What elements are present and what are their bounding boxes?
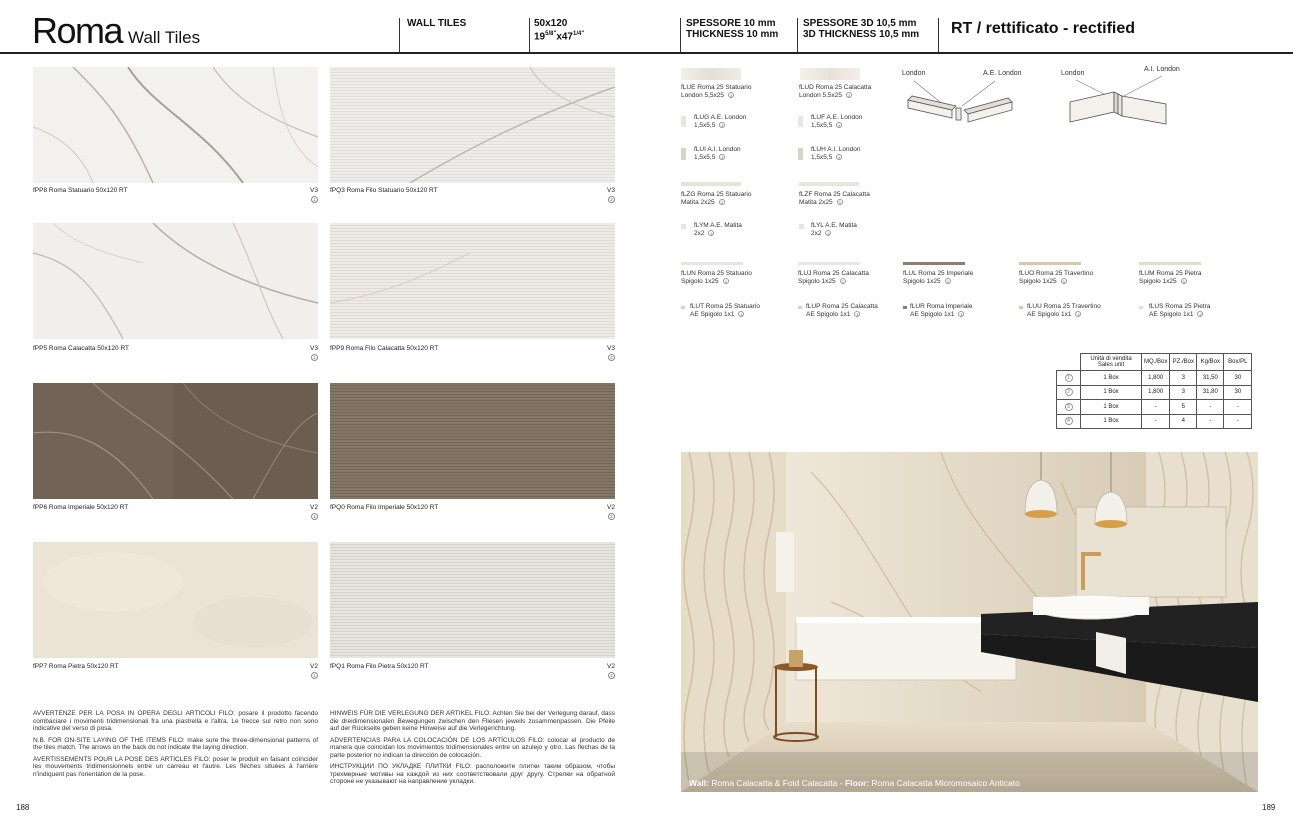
packing-table <box>1056 353 1252 429</box>
table-header: MQ./Box <box>1142 354 1170 371</box>
diagram-label: A.E. London <box>983 70 1022 77</box>
trim-thumb-matita <box>681 182 741 186</box>
table-row <box>1057 414 1252 429</box>
table-cell: 3 <box>1170 385 1197 400</box>
photo-caption: Wall: Roma Calacatta & Fold Calacatta - Floor: Roma Calacatta Micromosaico Anticato <box>689 778 1020 788</box>
table-cell-index: 1 <box>1057 371 1081 386</box>
thickness-en: THICKNESS 10 mm <box>686 29 779 40</box>
trim-london-statuario: fLUE Roma 25 Statuario London 5,5x25 3 <box>681 84 752 99</box>
table-header: Unità di vendita Sales unit <box>1081 354 1142 371</box>
tile-image-filo-statuario[interactable] <box>330 67 615 183</box>
trim-thumb-spigolo <box>903 262 965 265</box>
table-header: PZ./Box <box>1170 354 1197 371</box>
table-row <box>1057 371 1252 386</box>
piece-thumb-ae-spigolo <box>681 306 685 309</box>
note-ru: ИНСТРУКЦИИ ПО УКЛАДКЕ ПЛИТКИ FILO: расположите плитки таким образом, чтобы трехмерные мотивы на каждой из них соответствовали друг другу. Стрелки на обратной стороне не указывают на направление укладки. <box>330 763 615 785</box>
box-ref-badge: 2 <box>608 196 615 203</box>
diagram-label: London <box>1061 70 1085 77</box>
tile-image-pietra[interactable] <box>33 542 318 658</box>
table-row <box>1057 400 1252 415</box>
note-it: AVVERTENZE PER LA POSA IN OPERA DEGLI ARTICOLI FILO: posare il prodotto facendo combaciare i movimenti tridimensionali fra una piastrella e l'altra. Le frecce sul retro non sono indicative del verso di posa. <box>33 710 318 732</box>
piece-thumb-ae-matita <box>799 224 804 229</box>
header-divider <box>797 18 798 52</box>
tile-image-filo-imperiale[interactable] <box>330 383 615 499</box>
trim-ai-london-1: fLUI A.I. London 1,5x5,5 4 <box>694 146 741 161</box>
box-ref-badge: 2 <box>608 354 615 361</box>
thickness3d-it: SPESSORE 3D 10,5 mm <box>803 18 917 29</box>
trim-thumb-spigolo <box>1139 262 1201 265</box>
trim-matita-statuario: fLZG Roma 25 Statuario Matita 2x25 3 <box>681 191 752 206</box>
tile-image-calacatta[interactable] <box>33 223 318 339</box>
thickness-spec <box>686 18 778 40</box>
table-cell: 30 <box>1224 385 1252 400</box>
diagram-label: London <box>902 70 926 77</box>
trim-spigolo-calacatta: fLUJ Roma 25 Calacatta Spigolo 1x25 3 <box>798 270 869 285</box>
tile-label: fPP9 Roma Filo Calacatta 50x120 RT <box>330 345 439 352</box>
tile-variation-code: V3 <box>310 345 318 352</box>
tile-variation-code: V3 <box>310 187 318 194</box>
trim-spigolo-imperiale: fLUL Roma 25 Imperiale Spigolo 1x25 3 <box>903 270 974 285</box>
header-divider <box>680 18 681 52</box>
trim-ae-spigolo-imperiale: fLUR Roma Imperiale AE Spigolo 1x1 4 <box>910 303 973 318</box>
trim-london-calacatta: fLUD Roma 25 Calacatta London 5,5x25 3 <box>799 84 872 99</box>
tile-label: fPQ1 Roma Filo Pietra 50x120 RT <box>330 663 429 670</box>
ai-corner-diagram <box>1062 76 1177 131</box>
piece-thumb-ae-spigolo <box>1139 306 1143 309</box>
box-ref-badge: 2 <box>608 513 615 520</box>
note-de: HINWEIS FÜR DIE VERLEGUNG DER ARTIKEL FILO: Achten Sie bei der Verlegung darauf, dass die dreidimensionalen Bewegungen zwischen den Fliesen jeweils zusammenpassen. Die Pfeile auf der Rückseite geben keine Hinweise auf die Verlegerichtung. <box>330 710 615 732</box>
header-divider <box>399 18 400 52</box>
table-cell: - <box>1197 400 1224 415</box>
category-label: WALL TILES <box>407 18 467 29</box>
trim-thumb-matita <box>799 182 859 186</box>
table-header-row <box>1057 354 1252 371</box>
ae-corner-diagram <box>900 78 1025 133</box>
trim-ae-london-2: fLUF A.E. London 1,5x5,5 4 <box>811 114 863 129</box>
brand-subtitle: Wall Tiles <box>128 28 201 47</box>
box-ref-badge: 1 <box>311 196 318 203</box>
tile-image-imperiale[interactable] <box>33 383 318 499</box>
note-en: N.B. FOR ON-SITE LAYING OF THE ITEMS FILO: make sure the three-dimensional patterns of the tiles match. The arrows on the back do not indicate the laying direction. <box>33 736 318 751</box>
table-cell: - <box>1142 414 1170 429</box>
table-cell: 1 Box <box>1081 400 1142 415</box>
piece-thumb-ae-spigolo <box>903 306 907 309</box>
trim-ae-spigolo-calacatta: fLUP Roma 25 Calacatta AE Spigolo 1x1 4 <box>806 303 878 318</box>
table-header: Box/PL <box>1224 354 1252 371</box>
table-cell: 30 <box>1224 371 1252 386</box>
tile-image-filo-pietra[interactable] <box>330 542 615 658</box>
laying-notes-left <box>33 710 318 782</box>
tile-image-filo-calacatta[interactable] <box>330 223 615 339</box>
bathroom-ambience-photo[interactable] <box>681 452 1258 792</box>
thickness-it: SPESSORE 10 mm <box>686 18 776 29</box>
tile-label: fPP5 Roma Calacatta 50x120 RT <box>33 345 129 352</box>
tile-label: fPP8 Roma Statuario 50x120 RT <box>33 187 128 194</box>
table-cell: 31,50 <box>1197 371 1224 386</box>
tile-label: fPQ3 Roma Filo Statuario 50x120 RT <box>330 187 438 194</box>
trim-spigolo-statuario: fLUN Roma 25 Statuario Spigolo 1x25 3 <box>681 270 752 285</box>
thickness3d-en: 3D THICKNESS 10,5 mm <box>803 29 920 40</box>
table-cell: 4 <box>1170 414 1197 429</box>
table-cell-index: 3 <box>1057 400 1081 415</box>
trim-thumb-london-statuario <box>681 68 741 80</box>
box-ref-badge: 2 <box>608 672 615 679</box>
table-cell: 31,80 <box>1197 385 1224 400</box>
box-ref-badge: 1 <box>311 354 318 361</box>
trim-ae-spigolo-statuario: fLUT Roma 25 Statuario AE Spigolo 1x1 4 <box>690 303 760 318</box>
trim-thumb-spigolo <box>1019 262 1081 265</box>
trim-spigolo-travertino: fLUO Roma 25 Travertino Spigolo 1x25 3 <box>1019 270 1094 285</box>
table-cell-index: 4 <box>1057 414 1081 429</box>
tile-variation-code: V2 <box>607 504 615 511</box>
size-metric: 50x120 <box>534 18 568 29</box>
trim-thumb-london-calacatta <box>800 68 860 80</box>
box-ref-badge: 1 <box>311 672 318 679</box>
table-cell: 1 Box <box>1081 385 1142 400</box>
table-cell-index: 2 <box>1057 385 1081 400</box>
note-es: ADVERTENCIAS PARA LA COLOCACIÓN DE LOS ARTÍCULOS FILO: colocar el producto de manera que coincidan los movimientos tridimensionales entre un azulejo y otro. Las flechas de la parte posterior no indican la dirección de colocación. <box>330 736 615 759</box>
tile-label: fPQ0 Roma Filo Imperiale 50x120 RT <box>330 504 439 511</box>
page-number-left: 188 <box>16 803 30 812</box>
piece-thumb-ae-matita <box>681 224 686 229</box>
trim-ae-matita-2: fLYL A.E. Matita 2x2 4 <box>811 222 857 237</box>
tile-variation-code: V3 <box>607 187 615 194</box>
trim-thumb-spigolo <box>798 262 860 265</box>
table-cell: 1,800 <box>1142 371 1170 386</box>
trim-spigolo-pietra: fLUM Roma 25 Pietra Spigolo 1x25 3 <box>1139 270 1202 285</box>
table-cell: - <box>1224 414 1252 429</box>
table-cell: 5 <box>1170 400 1197 415</box>
tile-image-statuario[interactable] <box>33 67 318 183</box>
table-cell: - <box>1224 400 1252 415</box>
tile-label: fPP6 Roma Imperiale 50x120 RT <box>33 504 129 511</box>
tile-variation-code: V2 <box>607 663 615 670</box>
size-imperial: $19^{5/8"}x47^{1/4"}$ <box>534 31 585 43</box>
trim-ae-spigolo-pietra: fLUS Roma 25 Pietra AE Spigolo 1x1 4 <box>1149 303 1211 318</box>
page-header <box>0 0 1293 54</box>
header-divider <box>938 18 939 52</box>
page-number-right: 189 <box>1262 803 1276 812</box>
brand-title <box>32 10 200 52</box>
table-cell: 1 Box <box>1081 414 1142 429</box>
tile-label: fPP7 Roma Pietra 50x120 RT <box>33 663 119 670</box>
brand-name: Roma <box>32 10 123 51</box>
laying-notes-right <box>330 710 615 790</box>
piece-thumb-ai-london <box>681 148 686 160</box>
box-ref-badge: 1 <box>311 513 318 520</box>
table-header-blank <box>1057 354 1081 371</box>
table-cell: 3 <box>1170 371 1197 386</box>
note-fr: AVERTISSEMENTS POUR LA POSE DES ARTICLES FILO: poser le produit en faisant coïncider les mouvements tridimensionnels entre un carreau et l'autre. Les flèches situées à l'arrière n'indiquent pas l'orientation de la pose. <box>33 755 318 778</box>
table-cell: - <box>1197 414 1224 429</box>
piece-thumb-ae-spigolo <box>1019 306 1023 309</box>
trim-matita-calacatta: fLZF Roma 25 Calacatta Matita 2x25 3 <box>799 191 870 206</box>
trim-ai-london-2: fLUH A.I. London 1,5x5,5 4 <box>811 146 861 161</box>
header-divider <box>529 18 530 52</box>
finish-label: RT / rettificato - rectified <box>951 20 1136 37</box>
header-rule <box>0 52 1293 54</box>
table-cell: 1,800 <box>1142 385 1170 400</box>
table-cell: - <box>1142 400 1170 415</box>
thickness3d-spec <box>803 18 919 40</box>
table-cell: 1 Box <box>1081 371 1142 386</box>
trim-thumb-spigolo <box>681 262 743 265</box>
piece-thumb-ae-spigolo <box>798 306 802 309</box>
size-spec <box>534 18 584 42</box>
table-header: Kg/Box <box>1197 354 1224 371</box>
tile-variation-code: V3 <box>607 345 615 352</box>
piece-thumb-ae-london <box>798 116 803 127</box>
trim-ae-spigolo-travertino: fLUU Roma 25 Travertino AE Spigolo 1x1 4 <box>1027 303 1101 318</box>
diagram-label: A.I. London <box>1144 66 1180 73</box>
tile-variation-code: V2 <box>310 504 318 511</box>
piece-thumb-ai-london <box>798 148 803 160</box>
bathroom-scene <box>681 452 1258 792</box>
piece-thumb-ae-london <box>681 116 686 127</box>
tile-variation-code: V2 <box>310 663 318 670</box>
trim-ae-london-1: fLUG A.E. London 1,5x5,5 4 <box>694 114 747 129</box>
trim-ae-matita-1: fLYM A.E. Matita 2x2 4 <box>694 222 742 237</box>
table-row <box>1057 385 1252 400</box>
